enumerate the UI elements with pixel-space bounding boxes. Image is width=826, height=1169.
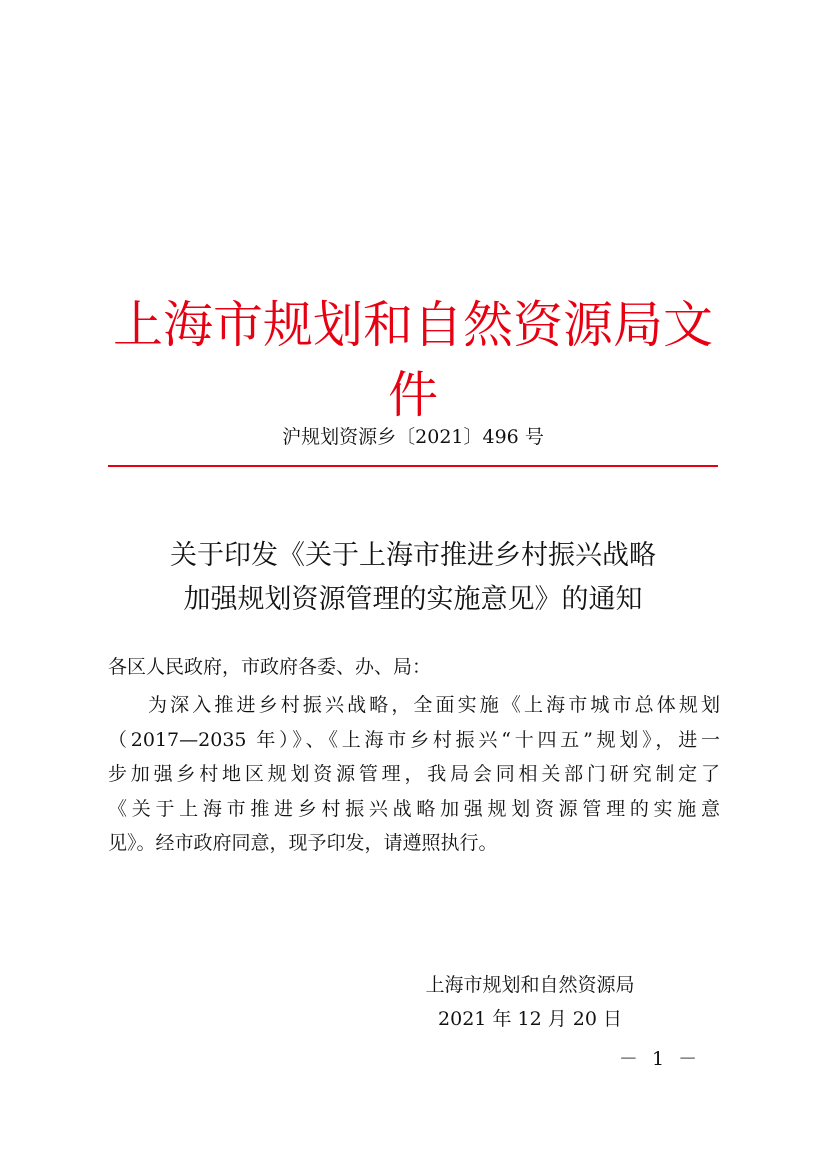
notice-title [108, 534, 718, 622]
body-line-5: 见》。经市政府同意，现予印发，请遵照执行。 [108, 832, 498, 855]
issue-date: 2021 年 12 月 20 日 [438, 1008, 622, 1030]
red-divider-line [108, 465, 718, 467]
notice-title-line-2: 加强规划资源管理的实施意见》的通知 [183, 584, 643, 615]
body-line-1: 为深入推进乡村振兴战略，全面实施《上海市城市总体规划 [148, 694, 720, 716]
page-number: － 1 － [618, 1048, 702, 1070]
notice-title-line-1: 关于印发《关于上海市推进乡村振兴战略 [170, 540, 656, 571]
document-number: 沪规划资源乡〔2021〕496 号 [282, 426, 544, 448]
salutation: 各区人民政府，市政府各委、办、局： [108, 656, 432, 678]
body-line-4: 《关于上海市推进乡村振兴战略加强规划资源管理的实施意 [108, 797, 720, 820]
document-header-title: 上海市规划和自然资源局文件 [113, 296, 713, 424]
issuer-name: 上海市规划和自然资源局 [425, 974, 635, 996]
body-paragraph [108, 688, 720, 861]
body-line-2: （2017—2035 年）》、《上海市乡村振兴“十四五”规划》，进一 [108, 728, 720, 751]
body-line-3: 步加强乡村地区规划资源管理，我局会同相关部门研究制定了 [108, 763, 720, 786]
